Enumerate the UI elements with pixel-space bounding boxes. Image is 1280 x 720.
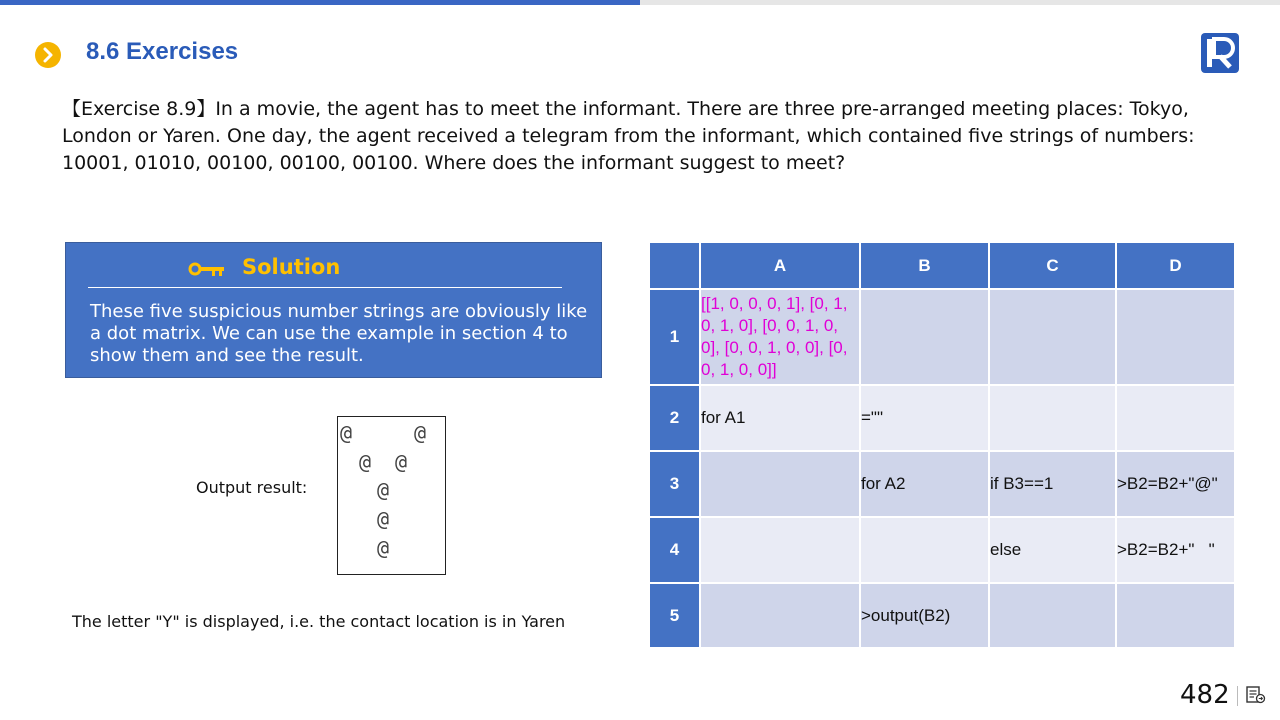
solution-box — [65, 242, 602, 378]
slide-navigation-icon[interactable] — [1246, 686, 1266, 708]
solution-label: Solution — [242, 255, 341, 279]
column-header: B — [860, 242, 989, 289]
page-title: 8.6 Exercises — [86, 38, 239, 65]
grid-cell[interactable] — [860, 517, 989, 583]
grid-cell[interactable] — [700, 583, 860, 648]
output-symbol: @ — [377, 478, 390, 502]
row-header: 5 — [649, 583, 700, 648]
column-header: A — [700, 242, 860, 289]
output-symbol: @ — [414, 421, 427, 445]
output-symbol: @ — [359, 450, 372, 474]
conclusion-text: The letter "Y" is displayed, i.e. the contact location is in Yaren — [72, 612, 566, 631]
row-header: 2 — [649, 385, 700, 451]
footer-divider — [1237, 686, 1238, 706]
output-symbol: @ — [377, 507, 390, 531]
output-result-box — [337, 416, 446, 575]
output-symbol: @ — [395, 450, 408, 474]
grid-cell[interactable] — [989, 289, 1116, 385]
cell-a1-value: [[1, 0, 0, 0, 1], [0, 1, 0, 1, 0], [0, 0, 1, 0, 0], [0, 0, 1, 0, 0], [0, 0, 1, 0, 0]] — [701, 294, 848, 379]
solution-divider — [88, 287, 562, 288]
code-grid — [648, 241, 1236, 649]
top-progress-bar — [0, 0, 640, 5]
grid-cell[interactable]: else — [989, 517, 1116, 583]
exercise-text: 【Exercise 8.9】In a movie, the agent has to meet the informant. There are three pre-arranged meeting places: Tokyo, London or Yaren. One day, the agent received a telegram from the informant, which contained five strings of numbers: 10001, 01010, 00100, 00100, 00100. Where does the informant suggest to meet? — [62, 98, 1195, 174]
grid-cell[interactable]: if B3==1 — [989, 451, 1116, 517]
solution-text: These five suspicious number strings are obviously like a dot matrix. We can use the example in section 4 to show them and see the result. — [90, 301, 588, 366]
row-header: 1 — [649, 289, 700, 385]
row-header: 4 — [649, 517, 700, 583]
raqsoft-logo-icon — [1200, 32, 1240, 74]
grid-cell[interactable] — [860, 289, 989, 385]
output-label: Output result: — [196, 478, 308, 497]
grid-cell[interactable]: ="" — [860, 385, 989, 451]
output-symbol: @ — [377, 536, 390, 560]
grid-cell[interactable]: for A1 — [700, 385, 860, 451]
column-header: C — [989, 242, 1116, 289]
chevron-right-icon — [35, 42, 61, 68]
column-header: D — [1116, 242, 1235, 289]
top-progress-track — [640, 0, 1280, 5]
key-icon — [188, 261, 226, 281]
output-symbol: @ — [340, 421, 353, 445]
grid-cell[interactable] — [700, 517, 860, 583]
grid-cell[interactable]: >output(B2) — [860, 583, 989, 648]
grid-cell[interactable] — [989, 583, 1116, 648]
grid-cell[interactable]: >B2=B2+" " — [1116, 517, 1235, 583]
grid-cell[interactable] — [1116, 385, 1235, 451]
grid-cell[interactable] — [989, 385, 1116, 451]
grid-corner — [649, 242, 700, 289]
grid-cell[interactable] — [1116, 583, 1235, 648]
grid-cell[interactable] — [1116, 289, 1235, 385]
grid-cell[interactable] — [700, 289, 860, 385]
grid-cell[interactable]: for A2 — [860, 451, 989, 517]
grid-cell[interactable]: >B2=B2+"@" — [1116, 451, 1235, 517]
grid-cell[interactable] — [700, 451, 860, 517]
row-header: 3 — [649, 451, 700, 517]
page-number: 482 — [1180, 680, 1230, 710]
